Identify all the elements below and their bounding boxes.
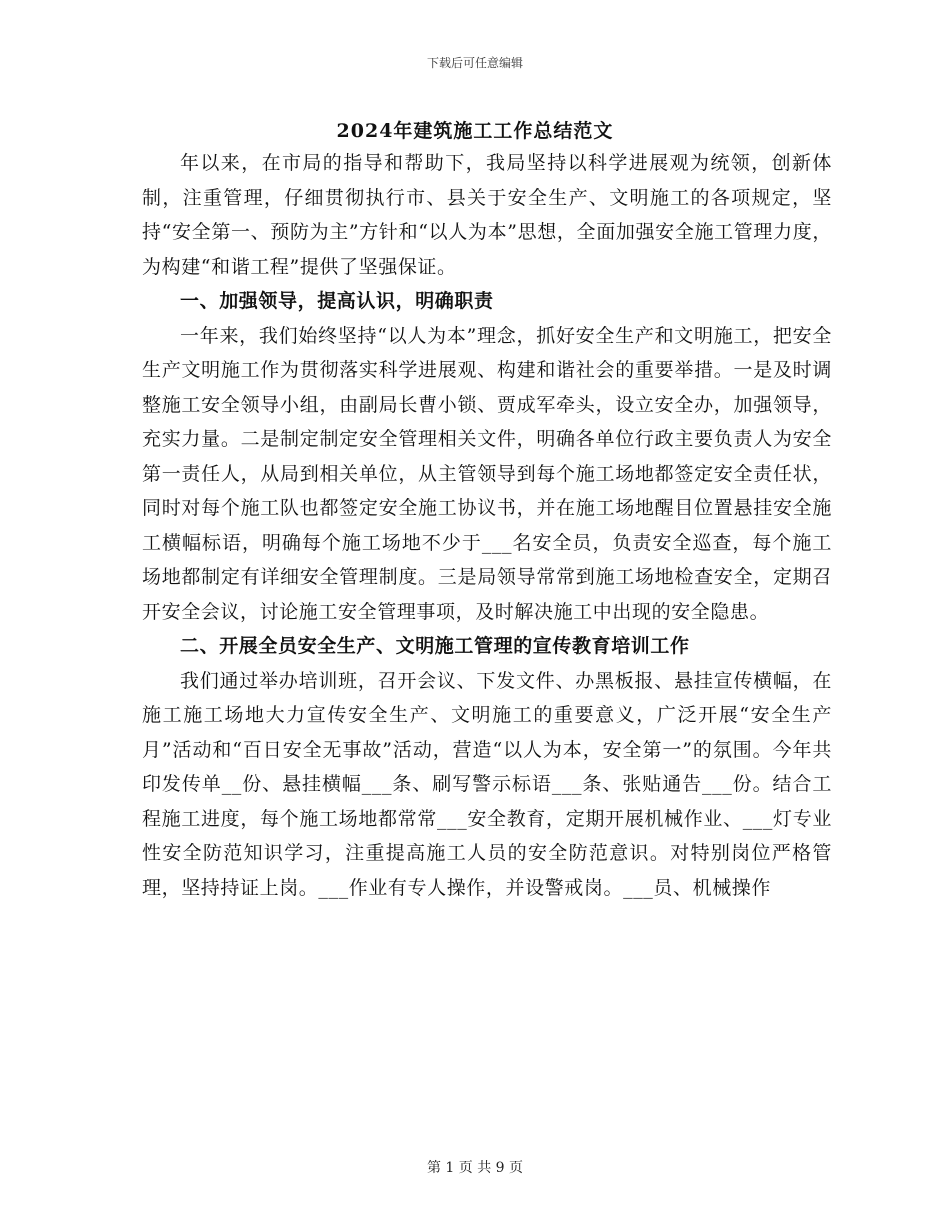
section-1-paragraph: 一年来，我们始终坚持“以人为本”理念，抓好安全生产和文明施工，把安全生产文明施工作为贯彻落实科学进展观、构建和谐社会的重要举措。一是及时调整施工安全领导小组，由副局长曹小锁、贾成军牵头，设立安全办，加强领导，充实力量。二是制定制定安全管理相关文件，明确各单位行政主要负责人为安全第一责任人，从局到相关单位，从主管领导到每个施工场地都签定安全责任状，同时对每个施工队也都签定安全施工协议书，并在施工场地醒目位置悬挂安全施工横幅标语，明确每个施工场地不少于___名安全员，负责安全巡查，每个施工场地都制定有详细安全管理制度。三是局领导常常到施工场地检查安全，定期召开安全会议，讨论施工安全管理事项，及时解决施工中出现的安全隐患。 <box>142 324 832 623</box>
page-footer: 第 1 页 共 9 页 <box>426 1160 524 1176</box>
document-body <box>142 146 832 905</box>
section-2-heading: 二、开展全员安全生产、文明施工管理的宣传教育培训工作 <box>180 635 690 657</box>
document-title: 2024年建筑施工工作总结范文 <box>336 120 614 142</box>
intro-paragraph: 年以来，在市局的指导和帮助下，我局坚持以科学进展观为统领，创新体制，注重管理，仔细贯彻执行市、县关于安全生产、文明施工的各项规定，坚持“安全第一、预防为主”方针和“以人为本”思想，全面加强安全施工管理力度，为构建“和谐工程”提供了坚强保证。 <box>142 152 832 278</box>
section-2-paragraph: 我们通过举办培训班，召开会议、下发文件、办黑板报、悬挂宣传横幅，在施工施工场地大力宣传安全生产、文明施工的重要意义，广泛开展“安全生产月”活动和“百日安全无事故”活动，营造“以人为本，安全第一”的氛围。今年共印发传单__份、悬挂横幅___条、刷写警示标语___条、张贴通告___份。结合工程施工进度，每个施工场地都常常___安全教育，定期开展机械作业、___灯专业性安全防范知识学习，注重提高施工人员的安全防范意识。对特别岗位严格管理，坚持持证上岗。___作业有专人操作，并设警戒岗。___员、机械操作 <box>142 669 832 899</box>
header-note: 下载后可任意编辑 <box>426 56 523 70</box>
section-1-heading: 一、加强领导，提高认识，明确职责 <box>180 290 494 312</box>
